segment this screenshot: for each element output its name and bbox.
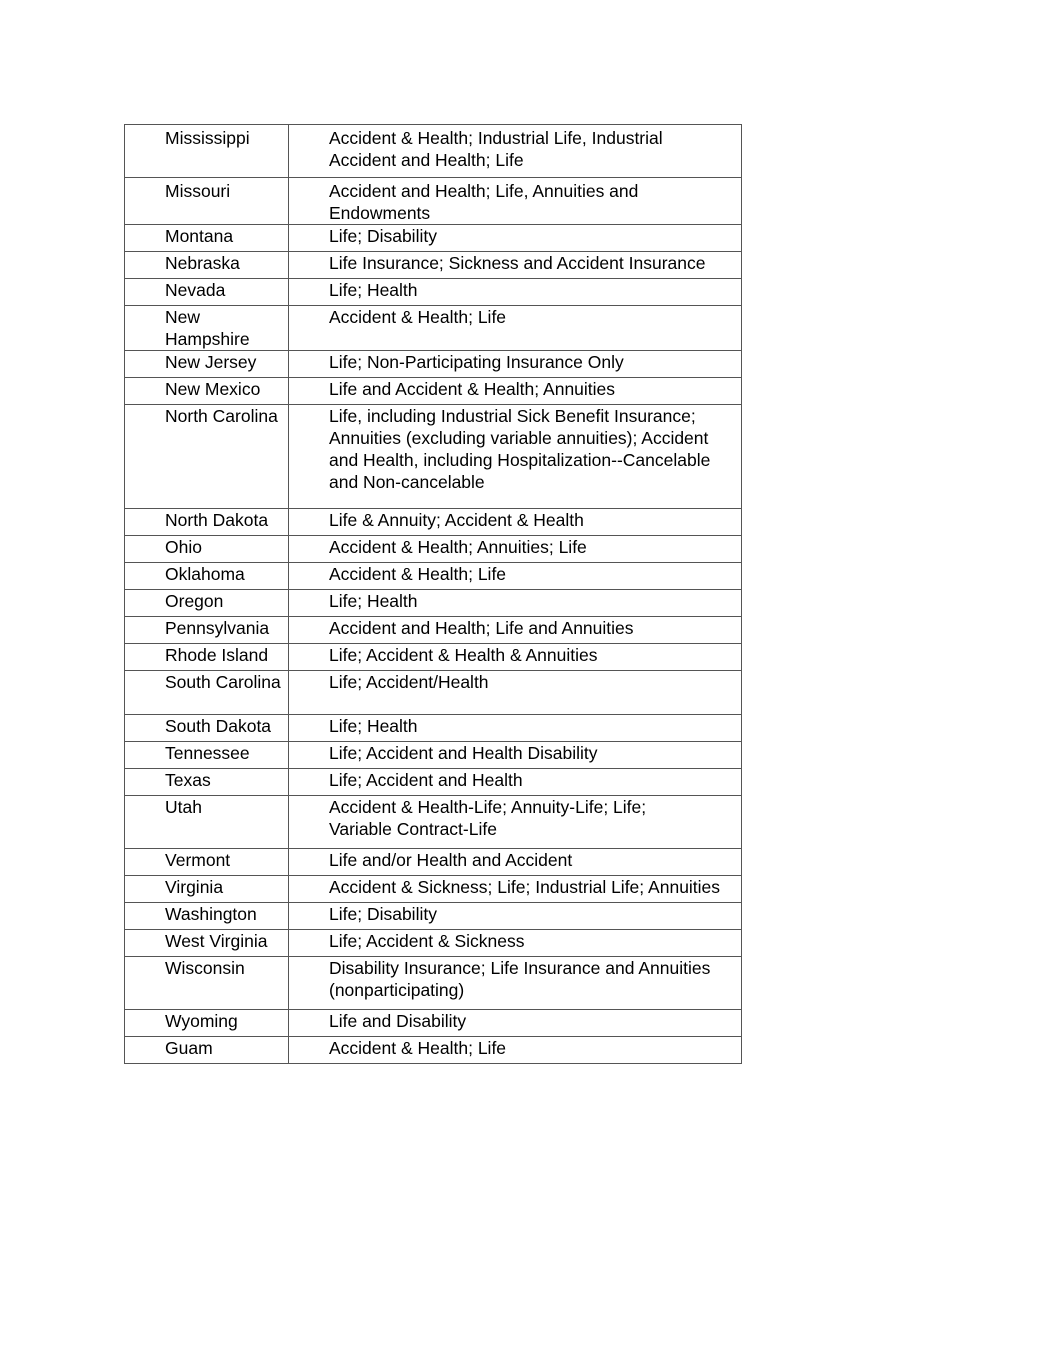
state-name-cell: New Hampshire <box>125 306 289 351</box>
lines-of-authority-text: and Health, including Hospitalization--Cancelable <box>329 450 711 470</box>
lines-of-authority-text: Life and Accident & Health; Annuities <box>329 379 616 399</box>
state-name-cell: North Carolina <box>125 405 289 509</box>
state-lines-table <box>124 124 742 1064</box>
lines-of-authority-cell <box>289 306 742 351</box>
table-row <box>125 279 742 306</box>
lines-of-authority-cell <box>289 178 742 225</box>
lines-of-authority-text: Accident & Sickness; Life; Industrial Life; Annuities <box>329 877 721 897</box>
table-row <box>125 715 742 742</box>
state-name-cell: West Virginia <box>125 930 289 957</box>
lines-of-authority-text: Accident & Health; Life <box>329 307 507 327</box>
table-row <box>125 671 742 715</box>
lines-of-authority-cell <box>289 125 742 178</box>
lines-of-authority-text: Life; Health <box>329 591 418 611</box>
lines-of-authority-text: Accident & Health; Life <box>329 564 507 584</box>
state-name-cell: New Mexico <box>125 378 289 405</box>
lines-of-authority-cell <box>289 796 742 849</box>
lines-of-authority-cell <box>289 252 742 279</box>
table-row <box>125 252 742 279</box>
lines-of-authority-cell <box>289 769 742 796</box>
state-name-cell: Wyoming <box>125 1010 289 1037</box>
lines-of-authority-cell <box>289 876 742 903</box>
table-row <box>125 563 742 590</box>
lines-of-authority-cell <box>289 930 742 957</box>
lines-of-authority-cell <box>289 644 742 671</box>
table-row <box>125 1010 742 1037</box>
lines-of-authority-cell <box>289 742 742 769</box>
lines-of-authority-text: Life; Accident and Health Disability <box>329 743 598 763</box>
state-name-cell: Oklahoma <box>125 563 289 590</box>
lines-of-authority-cell <box>289 378 742 405</box>
table-row <box>125 351 742 378</box>
lines-of-authority-cell <box>289 1037 742 1064</box>
lines-of-authority-cell <box>289 405 742 509</box>
state-name-cell: New Jersey <box>125 351 289 378</box>
lines-of-authority-text: Accident & Health-Life; Annuity-Life; Life; <box>329 797 647 817</box>
lines-of-authority-text: (nonparticipating) <box>329 980 465 1000</box>
lines-of-authority-text: Life; Disability <box>329 904 437 924</box>
lines-of-authority-cell <box>289 1010 742 1037</box>
lines-of-authority-text: Disability Insurance; Life Insurance and Annuities <box>329 958 711 978</box>
lines-of-authority-cell <box>289 849 742 876</box>
lines-of-authority-text: Variable Contract-Life <box>329 819 497 839</box>
state-name-cell: Texas <box>125 769 289 796</box>
state-name-cell: Oregon <box>125 590 289 617</box>
lines-of-authority-cell <box>289 715 742 742</box>
lines-of-authority-cell <box>289 957 742 1010</box>
lines-of-authority-text: Accident & Health; Industrial Life, Industrial <box>329 128 663 148</box>
state-name-cell: North Dakota <box>125 509 289 536</box>
table-row <box>125 903 742 930</box>
table-row <box>125 849 742 876</box>
table-row <box>125 1037 742 1064</box>
table-row <box>125 957 742 1010</box>
lines-of-authority-text: Life and Disability <box>329 1011 467 1031</box>
state-lines-table-body <box>125 125 742 1064</box>
table-row <box>125 225 742 252</box>
table-row <box>125 617 742 644</box>
lines-of-authority-text: Life; Accident and Health <box>329 770 523 790</box>
lines-of-authority-text: Accident and Health; Life <box>329 150 524 170</box>
table-row <box>125 796 742 849</box>
state-name-cell: Nebraska <box>125 252 289 279</box>
lines-of-authority-cell <box>289 671 742 715</box>
table-row <box>125 405 742 509</box>
lines-of-authority-text: Endowments <box>329 203 431 223</box>
state-name-cell: Nevada <box>125 279 289 306</box>
lines-of-authority-cell <box>289 590 742 617</box>
lines-of-authority-text: Life; Accident & Sickness <box>329 931 525 951</box>
state-name-cell: South Dakota <box>125 715 289 742</box>
lines-of-authority-text: Life; Accident/Health <box>329 672 489 692</box>
state-name-cell: Mississippi <box>125 125 289 178</box>
state-name-cell: Vermont <box>125 849 289 876</box>
lines-of-authority-text: Life; Disability <box>329 226 437 246</box>
lines-of-authority-text: Accident and Health; Life and Annuities <box>329 618 634 638</box>
lines-of-authority-cell <box>289 536 742 563</box>
lines-of-authority-text: Life; Non-Participating Insurance Only <box>329 352 624 372</box>
lines-of-authority-cell <box>289 509 742 536</box>
table-row <box>125 306 742 351</box>
lines-of-authority-text: Life Insurance; Sickness and Accident Insurance <box>329 253 706 273</box>
lines-of-authority-cell <box>289 903 742 930</box>
table-row <box>125 742 742 769</box>
lines-of-authority-text: Annuities (excluding variable annuities); Accident <box>329 428 709 448</box>
lines-of-authority-cell <box>289 563 742 590</box>
table-row <box>125 930 742 957</box>
state-name-cell: Washington <box>125 903 289 930</box>
lines-of-authority-text: Accident and Health; Life, Annuities and <box>329 181 639 201</box>
table-row <box>125 378 742 405</box>
state-name-cell: Wisconsin <box>125 957 289 1010</box>
table-row <box>125 769 742 796</box>
lines-of-authority-text: and Non-cancelable <box>329 472 485 492</box>
table-row <box>125 536 742 563</box>
lines-of-authority-text: Life; Health <box>329 716 418 736</box>
lines-of-authority-text: Life & Annuity; Accident & Health <box>329 510 584 530</box>
state-name-cell: Montana <box>125 225 289 252</box>
lines-of-authority-cell <box>289 279 742 306</box>
lines-of-authority-cell <box>289 351 742 378</box>
state-name-cell: Ohio <box>125 536 289 563</box>
state-name-cell: Virginia <box>125 876 289 903</box>
state-name-cell: Missouri <box>125 178 289 225</box>
state-name-cell: South Carolina <box>125 671 289 715</box>
lines-of-authority-text: Life, including Industrial Sick Benefit Insurance; <box>329 406 696 426</box>
lines-of-authority-text: Life; Accident & Health & Annuities <box>329 645 598 665</box>
table-row <box>125 644 742 671</box>
state-name-cell: Utah <box>125 796 289 849</box>
lines-of-authority-cell <box>289 617 742 644</box>
table-row <box>125 509 742 536</box>
table-row <box>125 876 742 903</box>
table-row <box>125 590 742 617</box>
state-name-cell: Tennessee <box>125 742 289 769</box>
lines-of-authority-text: Accident & Health; Annuities; Life <box>329 537 587 557</box>
lines-of-authority-text: Life; Health <box>329 280 418 300</box>
lines-of-authority-text: Accident & Health; Life <box>329 1038 507 1058</box>
table-row <box>125 125 742 178</box>
state-name-cell: Guam <box>125 1037 289 1064</box>
lines-of-authority-text: Life and/or Health and Accident <box>329 850 573 870</box>
state-name-cell: Rhode Island <box>125 644 289 671</box>
state-name-cell: Pennsylvania <box>125 617 289 644</box>
lines-of-authority-cell <box>289 225 742 252</box>
table-row <box>125 178 742 225</box>
